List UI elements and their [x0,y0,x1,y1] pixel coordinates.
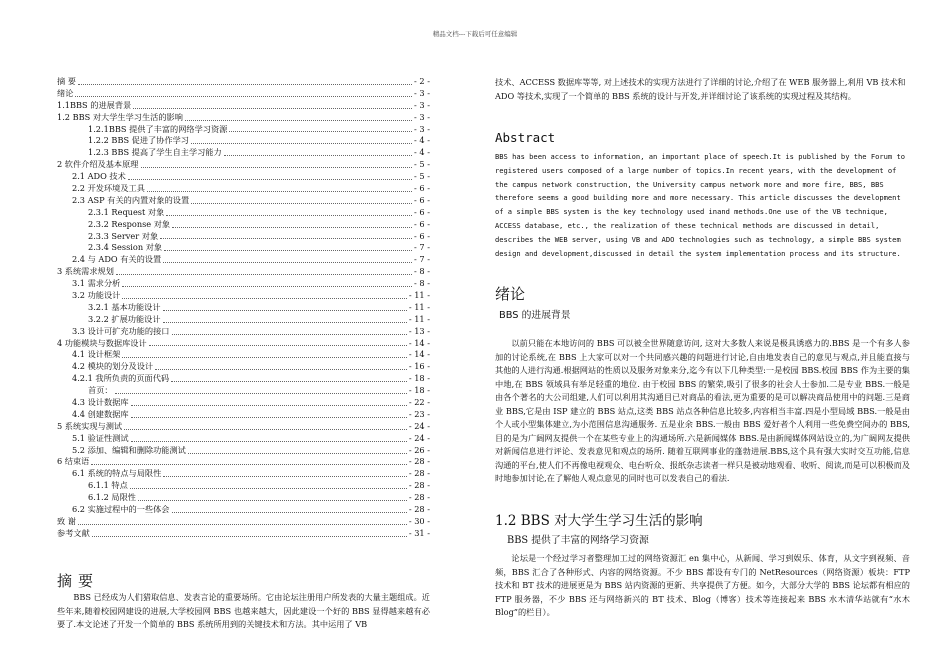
toc-entry-page: - 28 - [408,492,430,503]
toc-leader-dots [185,120,412,121]
background-body: 以前只能在本地访问的 BBS 可以被全世界随意访问, 这对大多数人来说是极具诱惑力的.BBS 是一个有多人参加的讨论系统,在 BBS 上大家可以对一个共同感兴趣的问题进行讨论,自由地发表自己的意见与观点,并且能直接与其他的人进行沟通.根据网站的性质以及服务对象来分,迄今有以下几种类型:一是校园 BBS.校园 BBS 作为主要的集中地,在 BBS 领域具有举足轻重的地位. 由于校园 BBS 的繁荣,吸引了很多的社会人士参加.二是专业 BBS.一般是由各个著名的大公司组建,人们可以利用其沟通目已对商品的看法,更为重要的是可以解决商品使用中的问题.三是商业 BBS,它是由 ISP 建立的 BBS 站点,这类 BBS 站点各种信息比较多,内容相当丰富.四是小型局域 BBS.一般是由个人或小型集体建立,为小范围信息沟通服务. 五是业余 BBS.一般由 BBS 爱好者个人利用一些免费空间办的 BBS, 目的是为广阔网友提供一个在某些专业上的沟通场所.六是新闻媒体 BBS.是由新闻媒体网站设立的,为广阔网友提供对新闻信息进行评论、发表意见和观点的场所. 随着互联网事业的蓬勃进展.BBS,这个具有强大实时交互功能,信息沟通的平台,使人们不再像电视观众、电台听众、报纸杂志读者一样只是被动地观看、收听、阅读,而是可以积极而及时地参加讨论,在了解他人观点意见的同时也可以发表自己的看法. [495,338,910,483]
toc-entry-title: 1.2.1BBS 提供了丰富的网络学习资源 [88,123,228,134]
toc-leader-dots [163,262,412,263]
toc-leader-dots [155,369,407,370]
toc-entry[interactable] [57,100,430,112]
toc-entry-page: - 28 - [408,480,430,491]
toc-entry[interactable] [57,480,430,492]
toc-leader-dots [122,286,412,287]
toc-leader-dots [131,405,407,406]
toc-leader-dots [133,108,412,109]
toc-entry-page: - 23 - [408,408,430,419]
toc-entry[interactable] [57,433,430,445]
section-1-2-1-heading: BBS 提供了丰富的网络学习资源 [507,535,649,546]
toc-entry-page: - 11 - [408,313,430,324]
toc-entry-title: 6.1.2 局限性 [88,492,136,503]
toc-entry-page: - 8 - [414,278,430,289]
toc-entry[interactable] [57,266,430,278]
toc-leader-dots [115,393,407,394]
toc-entry-page: - 6 - [414,218,430,229]
toc-entry-page: - 26 - [408,444,430,455]
toc-entry[interactable] [57,207,430,219]
toc-entry-title: 6 结束语 [57,456,90,467]
toc-leader-dots [130,488,407,489]
toc-entry-title: 3.2.1 基本功能设计 [88,301,161,312]
section-1-2-1-body: 论坛是一个经过学习者整理加工过的网络资源汇 en 集中心，从新闻、学习到娱乐、体育，从文字到视频、音频，BBS 汇合了各种形式、内容的网络资源。不少 BBS 都设有专门的 NetResources（网络资源）板块：FTP 技术和 BT 技术的进展更是为 BBS 站内资源的更新、共享提供了方便。如今，大部分大学的 BBS 论坛都有相应的 FTP 服务器，不少 BBS 还与网络新兴的 BT 技术、Blog（博客）技术等连接起来 BBS 水木清华站就有“水木 Blog”的栏目）。 [495,553,910,617]
toc-entry[interactable] [57,457,430,469]
toc-entry-page: - 22 - [408,397,430,408]
toc-leader-dots [92,536,407,537]
toc-entry-page: - 31 - [408,527,430,538]
toc-entry-title: 2.4 与 ADO 有关的设置 [72,254,162,265]
toc-entry[interactable] [57,171,430,183]
toc-entry[interactable] [57,242,430,254]
toc-entry[interactable] [57,76,430,88]
toc-leader-dots [122,357,406,358]
toc-entry[interactable] [57,195,430,207]
toc-entry[interactable] [57,338,430,350]
toc-entry[interactable] [57,254,430,266]
toc-leader-dots [172,512,407,513]
toc-entry-page: - 28 - [408,504,430,515]
toc-leader-dots [188,453,407,454]
toc-entry-page: - 3 - [414,111,430,122]
toc-entry[interactable] [57,421,430,433]
toc-entry-title: 2 软件介绍及基本原理 [57,159,139,170]
toc-entry-page: - 8 - [414,266,430,277]
toc-entry-title: 3.3 设计可扩充功能的接口 [72,325,170,336]
toc-entry[interactable] [57,147,430,159]
toc-entry-page: - 24 - [408,432,430,443]
toc-entry-title: 4 功能模块与数据库设计 [57,337,147,348]
toc-entry-title: 参考文献 [57,527,90,538]
toc-entry-page: - 6 - [414,230,430,241]
toc-entry-page: - 6 - [414,183,430,193]
toc-leader-dots [122,298,406,299]
toc-entry[interactable] [57,504,430,516]
toc-leader-dots [131,417,407,418]
toc-entry-page: - 13 - [408,325,430,336]
toc-entry-title: 1.2.2 BBS 促进了协作学习 [88,135,189,146]
toc-entry-title: 2.1 ADO 技术 [72,171,126,182]
toc-leader-dots [131,441,407,442]
toc-entry-title: 致 谢 [57,515,76,526]
toc-entry-page: - 6 - [414,194,430,205]
toc-entry[interactable] [57,302,430,314]
toc-entry-title: 4.1 设计框架 [72,349,121,360]
toc-entry-title: 6.2 实施过程中的一些体会 [72,504,170,515]
toc-entry-title: 3.2 功能设计 [72,290,121,301]
toc-entry[interactable] [57,492,430,504]
toc-entry[interactable] [57,326,430,338]
toc-leader-dots [75,96,412,97]
toc-entry-page: - 28 - [408,468,430,479]
toc-leader-dots [163,476,407,477]
toc-entry-page: - 5 - [414,159,430,170]
toc-leader-dots [163,310,407,311]
toc-entry-title: 摘 要 [57,75,76,86]
toc-entry-page: - 18 - [408,385,430,396]
toc-entry-page: - 4 - [414,147,430,158]
background-heading: BBS 的进展背景 [499,310,571,321]
toc-entry-page: - 16 - [408,361,430,372]
toc-entry-page: - 24 - [408,420,430,431]
toc-leader-dots [78,524,407,525]
toc-leader-dots [160,238,412,239]
toc-entry-title: 3.2.2 扩展功能设计 [88,313,161,324]
toc-entry-title: 2.3.3 Server 对象 [88,230,159,241]
toc-entry[interactable] [57,409,430,421]
toc-entry-page: - 18 - [408,373,430,384]
toc-entry-title: 绪论 [57,87,74,98]
toc-entry-title: 5.2 添加、编辑和删除功能测试 [72,444,186,455]
toc-entry-title: 4.4 创建数据库 [72,408,129,419]
toc-entry-page: - 5 - [414,171,430,182]
toc-entry-title: 4.2.1 我所负责的页面代码 [72,373,170,384]
toc-leader-dots [172,227,412,228]
toc-leader-dots [147,191,412,192]
toc-entry[interactable] [57,361,430,373]
abstract-cn-body: BBS 已经成为人们猎取信息、发表言论的重要场所。它由论坛注册用户所发表的大量主题组成。近些年来,随着校园网建设的进展,大学校园网 BBS 也越来越大，因此建设一个好的 BBS 显得越来越有必要了.本文论述了开发一个简单的 BBS 系统所用到的关键技术和方法。其中运用了 VB [57,592,430,629]
toc-entry-title: 2.3.2 Response 对象 [88,218,171,229]
toc-entry-title: 1.2 BBS 对大学生学习生活的影响 [57,111,183,122]
toc-leader-dots [224,155,412,156]
toc-entry-page: - 7 - [414,242,430,253]
abstract-cn-title: 摘要 [57,572,100,590]
toc-leader-dots [128,179,412,180]
toc-entry-page: - 3 - [414,99,430,110]
toc-entry-title: 5.1 验证性测试 [72,432,129,443]
toc-entry-title: 4.2 模块的划分及设计 [72,361,154,372]
toc-entry[interactable] [57,385,430,397]
toc-leader-dots [229,131,412,132]
toc-entry-title: 1.1BBS 的进展背景 [57,99,132,110]
toc-leader-dots [124,429,407,430]
toc-entry-page: - 6 - [414,206,430,217]
toc-leader-dots [191,203,412,204]
toc-leader-dots [138,500,407,501]
toc-entry-title: 5 系统实现与测试 [57,420,123,431]
toc-entry-page: - 14 - [408,337,430,348]
toc-entry[interactable] [57,349,430,361]
toc-leader-dots [78,84,412,85]
toc-leader-dots [172,334,407,335]
toc-entry-page: - 11 - [408,290,430,301]
toc-entry-page: - 11 - [408,301,430,312]
toc-entry-title: 4.3 设计数据库 [72,397,129,408]
toc-entry-page: - 4 - [414,135,430,146]
toc-leader-dots [171,381,407,382]
toc-entry-title: 3.1 需求分析 [72,278,121,289]
abstract-en-title: Abstract [495,130,556,145]
toc-entry[interactable] [57,445,430,457]
toc-entry[interactable] [57,124,430,136]
toc-leader-dots [164,250,412,251]
toc-leader-dots [141,167,413,168]
toc-entry-page: - 3 - [414,123,430,134]
toc-entry[interactable] [57,112,430,124]
toc-leader-dots [116,274,412,275]
toc-entry[interactable] [57,528,430,540]
toc-entry-title: 2.3.1 Request 对象 [88,206,165,217]
toc-leader-dots [149,345,407,346]
toc-leader-dots [166,215,412,216]
toc-entry-title: 6.1.1 特点 [88,480,128,491]
toc-entry[interactable] [57,314,430,326]
toc-entry[interactable] [57,278,430,290]
intro-heading: 绪论 [495,285,526,303]
toc-leader-dots [163,322,407,323]
toc-leader-dots [91,464,406,465]
toc-entry[interactable] [57,183,430,195]
table-of-contents [57,76,430,540]
toc-entry-title: 2.3 ASP 有关的内置对象的设置 [72,194,190,205]
toc-leader-dots [191,143,412,144]
toc-entry[interactable] [57,516,430,528]
toc-entry-title: 6.1 系统的特点与局限性 [72,468,162,479]
toc-entry-page: - 30 - [408,515,430,526]
section-1-2-heading: 1.2 BBS 对大学生学习生活的影响 [495,513,703,529]
toc-entry-title: 2.2 开发环境及工具 [72,183,145,193]
toc-entry[interactable] [57,219,430,231]
toc-entry[interactable] [57,135,430,147]
toc-entry[interactable] [57,231,430,243]
toc-entry[interactable] [57,468,430,480]
toc-entry[interactable] [57,88,430,100]
toc-entry-title: 3 系统需求规划 [57,266,114,277]
toc-entry[interactable] [57,290,430,302]
page-header: 精品文档---下载后可任意编辑 [432,30,518,38]
toc-entry-page: - 3 - [414,87,430,98]
abstract-cn-continuation: 技术、ACCESS 数据库等等, 对上述技术的实现方法进行了详细的讨论,介绍了在 WEB 服务器上,利用 VB 技术和 ADO 等技术,实现了一个简单的 BBS 系统的设计与开发,并详细讨论了该系统的实现过程及其结构。 [495,77,906,101]
abstract-en-body: BBS has been access to information, an important place of speech.It is published by the Forum to registered users composed of a large number of topics.In recent years, with the development of the campus network construction, the University campus network more and more fire, BBS, BBS therefore seems a good building more and more necessary. This article discusses the development of a simple BBS system is the key technology used inand methods.One use of the VB technique, ACCESS database, etc., the realization of these technical methods are discussed in detail, describes the WEB server, using VB and ADO technologies such as technology, a simple BBS system design and development,discussed in detail the system implementation process and its structure. [495,152,905,258]
toc-entry-page: - 28 - [408,456,430,467]
toc-entry-page: - 14 - [408,349,430,360]
toc-entry-page: - 7 - [414,254,430,265]
toc-entry[interactable] [57,397,430,409]
toc-entry[interactable] [57,373,430,385]
toc-entry-title: 1.2.3 BBS 提高了学生自主学习能力 [88,147,222,158]
toc-entry-page: - 2 - [414,75,430,86]
toc-entry-title: 首页： [88,385,113,396]
toc-entry-title: 2.3.4 Session 对象 [88,242,163,253]
toc-entry[interactable] [57,159,430,171]
